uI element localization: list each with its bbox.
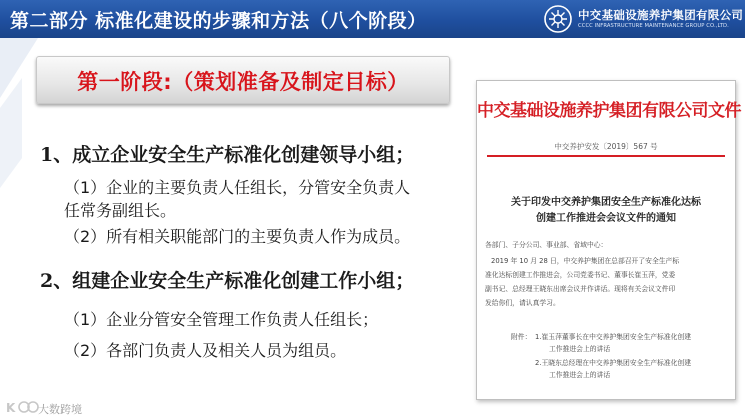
document-attachment-2-cont: 工作推进会上的讲话: [549, 371, 611, 379]
document-body-line-3: 准化达标创建工作推进会，公司党委书记、董事长崔玉萍，党委: [485, 271, 676, 279]
document-attachment-1: 1.崔玉萍董事长在中交养护集团安全生产标准化创建: [535, 333, 692, 341]
cccc-logo-icon: [543, 4, 573, 34]
section-1-item-1-cont: 任常务副组长。: [64, 201, 177, 220]
header-bar: [0, 0, 745, 38]
document-red-rule: [487, 155, 725, 157]
official-document-image: [476, 80, 741, 400]
document-number: 中交养护安发〔2019〕567 号: [554, 142, 658, 151]
document-attachment-1-cont: 工作推进会上的讲话: [549, 345, 611, 353]
document-attachment-2: 2.王晓东总经理在中交养护集团安全生产标准化创建: [535, 359, 692, 367]
document-body-line-2: 2019 年 10 月 28 日，中交养护集团在总部召开了安全生产标: [491, 257, 680, 265]
document-attachment-label: 附件：: [511, 333, 532, 341]
section-2-item-2: （2）各部门负责人及相关人员为组员。: [64, 341, 347, 360]
company-name-en: CCCC INFRASTRUCTURE MAINTENANCE GROUP CO.,LTD.: [578, 23, 729, 29]
document-body-line-5: 发给你们，请认真学习。: [485, 299, 560, 307]
document-body-line-4: 副书记、总经理王晓东出席会议并作讲话。现将有关会议文件印: [485, 285, 676, 293]
document-heading-line-2: 创建工作推进会会议文件的通知: [536, 213, 676, 224]
section-heading-1: 1、成立企业安全生产标准化创建领导小组；: [40, 144, 415, 166]
stage-banner-text: 第一阶段:（策划准备及制定目标）: [77, 70, 409, 94]
section-2-item-1: （1）企业分管安全管理工作负责人任组长；: [64, 310, 379, 329]
company-name: 中交基础设施养护集团有限公司: [578, 8, 744, 22]
page-title: 第二部分 标准化建设的步骤和方法（八个阶段）: [10, 10, 427, 32]
document-heading-line-1: 关于印发中交养护集团安全生产标准化达标: [511, 197, 701, 208]
section-heading-2: 2、组建企业安全生产标准化创建工作小组；: [40, 270, 415, 292]
watermark-text: 大数跨境: [38, 403, 82, 416]
section-1-item-1: （1）企业的主要负责人任组长，分管安全负责人: [64, 178, 411, 197]
svg-text:K: K: [6, 401, 16, 415]
stage-banner: [36, 56, 450, 104]
document-title: 中交基础设施养护集团有限公司文件: [477, 101, 741, 121]
section-1-item-2: （2）所有相关职能部门的主要负责人作为成员。: [64, 227, 411, 246]
document-body-line-1: 各部门、子分公司、事业部、省域中心：: [485, 241, 608, 249]
